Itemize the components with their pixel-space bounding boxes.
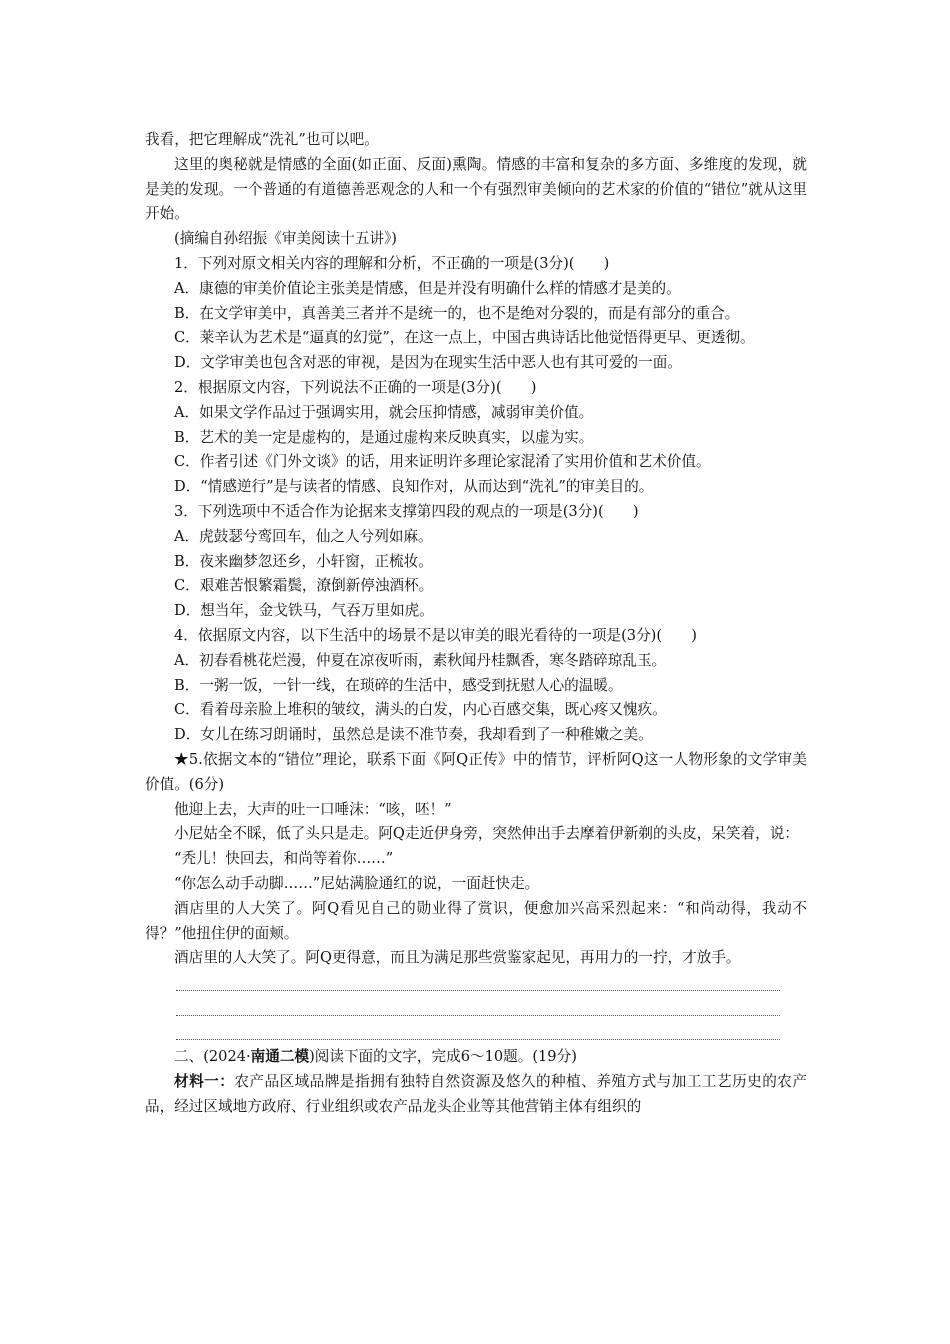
passage-paragraph: 这里的奥秘就是情感的全面(如正面、反面)熏陶。情感的丰富和复杂的多方面、多维度的发现，就是美的发现。一个普通的有道德善恶观念的人和一个有强烈审美倾向的艺术家的价值的“错位”就从这里开始。 — [145, 155, 807, 223]
section-source: 南通二模 — [250, 1048, 310, 1066]
question-option: A．虎鼓瑟兮鸾回车，仙之人兮列如麻。 — [174, 527, 433, 545]
section-prefix: 二、(2024· — [174, 1048, 251, 1066]
material-label: 材料一： — [174, 1073, 235, 1091]
question-option: D．“情感逆行”是与读者的情感、良知作对，从而达到“洗礼”的审美目的。 — [174, 478, 654, 496]
excerpt-paragraph: 小尼姑全不睬，低了头只是走。阿Q走近伊身旁，突然伸出手去摩着伊新剃的头皮，呆笑着，说： — [174, 825, 799, 843]
section-heading — [145, 1045, 807, 1070]
question-option: A．如果文学作品过于强调实用，就会压抑情感，减弱审美价值。 — [174, 403, 594, 421]
question-option: B．夜来幽梦忽还乡，小轩窗，正梳妆。 — [174, 552, 433, 570]
question-option: A．康德的审美价值论主张美是情感，但是并没有明确什么样的情感才是美的。 — [174, 279, 681, 297]
question-option: C．作者引述《门外文谈》的话，用来证明许多理论家混淆了实用价值和艺术价值。 — [174, 453, 711, 471]
question-option: C．艰难苦恨繁霜鬓，潦倒新停浊酒杯。 — [174, 577, 434, 595]
question-option: C．莱辛认为艺术是“逼真的幻觉”，在这一点上，中国古典诗话比他觉悟得更早、更透彻。 — [174, 329, 755, 347]
question-option: D．文学审美也包含对恶的审视，是因为在现实生活中恶人也有其可爱的一面。 — [174, 354, 682, 372]
passage-paragraph: 我看，把它理解成“洗礼”也可以吧。 — [145, 131, 379, 148]
question-stem-1: 1．下列对原文相关内容的理解和分析，不正确的一项是(3分)( ) — [174, 254, 610, 272]
question-option: C．看着母亲脸上堆积的皱纹，满头的白发，内心百感交集，既心疼又愧疚。 — [174, 701, 667, 719]
passage-source: (摘编自孙绍振《审美阅读十五讲》) — [174, 230, 397, 248]
section-suffix: )阅读下面的文字，完成6～10题。(19分) — [309, 1048, 577, 1066]
excerpt-paragraph: “秃儿！快回去，和尚等着你……” — [174, 850, 394, 868]
excerpt-paragraph: 他迎上去，大声的吐一口唾沫：“咳，呸！” — [174, 800, 452, 818]
excerpt-paragraph: 酒店里的人大笑了。阿Q更得意，而且为满足那些赏鉴家起见，再用力的一拧，才放手。 — [174, 949, 741, 967]
question-stem-2: 2．根据原文内容，下列说法不正确的一项是(3分)( ) — [174, 378, 537, 396]
answer-line[interactable] — [145, 996, 807, 1021]
question-option: B．艺术的美一定是虚构的，是通过虚构来反映真实，以虚为实。 — [174, 428, 594, 446]
excerpt-paragraph: “你怎么动手动脚……”尼姑满脸通红的说，一面赶快走。 — [174, 874, 540, 892]
question-option: B．一粥一饭，一针一线，在琐碎的生活中，感受到抚慰人心的温暖。 — [174, 676, 623, 694]
material-text: 农产品区域品牌是指拥有独特自然资源及悠久的种植、养殖方式与加工工艺历史的农产品，经过区域地方政府、行业组织或农产品龙头企业等其他营销主体有组织的 — [145, 1073, 807, 1116]
material-paragraph — [145, 1070, 807, 1120]
question-option: D．女儿在练习朗诵时，虽然总是读不准节奏，我却看到了一种稚嫩之美。 — [174, 726, 653, 744]
document-page — [145, 128, 807, 1120]
question-option: B．在文学审美中，真善美三者并不是统一的，也不是绝对分裂的，而是有部分的重合。 — [174, 304, 740, 322]
excerpt-paragraph: 酒店里的人大笑了。阿Q看见自己的勋业得了赏识，便愈加兴高采烈起来：“和尚动得，我动不得？”他扭住伊的面颊。 — [145, 899, 807, 942]
question-stem-5: ★5.依据文本的“错位”理论，联系下面《阿Q正传》中的情节，评析阿Q这一人物形象的文学审美价值。(6分) — [145, 750, 807, 793]
answer-line[interactable] — [145, 971, 807, 996]
answer-line[interactable] — [145, 1021, 807, 1046]
question-stem-4: 4．依据原文内容，以下生活中的场景不是以审美的眼光看待的一项是(3分)( ) — [174, 626, 697, 644]
question-stem-3: 3．下列选项中不适合作为论据来支撑第四段的观点的一项是(3分)( ) — [174, 502, 639, 520]
question-option: A．初春看桃花烂漫，仲夏在凉夜听雨，素秋闻丹桂飘香，寒冬踏碎琼乱玉。 — [174, 651, 667, 669]
question-option: D．想当年，金戈铁马，气吞万里如虎。 — [174, 602, 434, 620]
